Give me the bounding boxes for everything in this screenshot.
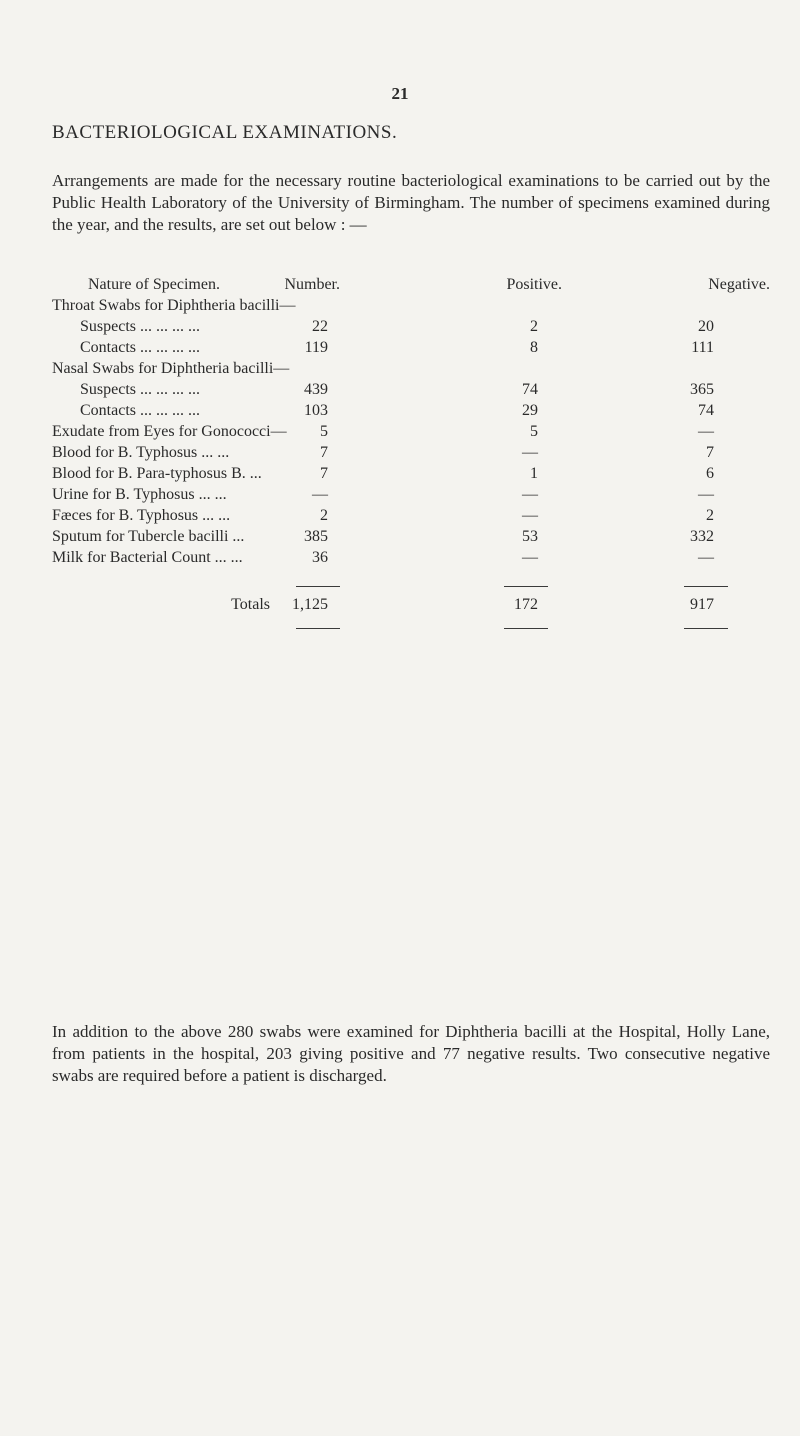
table-header-row	[52, 276, 770, 297]
row-negative: 2	[706, 507, 714, 524]
totals-number: 1,125	[292, 596, 328, 613]
table-row	[52, 381, 770, 402]
table-row	[52, 318, 770, 339]
row-label: Blood for B. Typhosus ... ...	[52, 444, 230, 461]
row-label: Suspects ... ... ... ...	[80, 381, 200, 398]
table-row	[52, 339, 770, 360]
row-label: Milk for Bacterial Count ... ...	[52, 549, 243, 566]
table-row	[52, 402, 770, 423]
intro-paragraph: Arrangements are made for the necessary routine bacteriological examinations to be carried out by the Public Health Laboratory of the University of Birmingham. The number of specimens examined during the year, and the results, are set out below : —	[52, 171, 770, 234]
row-positive: 29	[522, 402, 538, 419]
table-row	[52, 549, 770, 570]
row-negative: —	[698, 486, 714, 503]
row-negative: 6	[706, 465, 714, 482]
row-label: Sputum for Tubercle bacilli ...	[52, 528, 245, 545]
row-negative: 20	[698, 318, 714, 335]
row-number: —	[312, 486, 328, 503]
row-number: 385	[304, 528, 328, 545]
header-nature: Nature of Specimen.	[88, 276, 220, 293]
row-positive: 8	[530, 339, 538, 356]
row-label: Contacts ... ... ... ...	[80, 339, 200, 356]
header-negative: Negative.	[708, 276, 770, 293]
table-row	[52, 528, 770, 549]
row-negative: 74	[698, 402, 714, 419]
specimen-table	[52, 276, 770, 644]
row-number: 36	[312, 549, 328, 566]
section-heading: BACTERIOLOGICAL EXAMINATIONS.	[52, 122, 398, 143]
header-positive: Positive.	[506, 276, 562, 293]
row-number: 119	[304, 339, 328, 356]
table-row	[52, 360, 770, 381]
table-row	[52, 486, 770, 507]
row-number: 103	[304, 402, 328, 419]
row-number: 22	[312, 318, 328, 335]
row-negative: 365	[690, 381, 714, 398]
row-label: Blood for B. Para-typhosus B. ...	[52, 465, 262, 482]
table-row	[52, 444, 770, 465]
row-positive: —	[522, 549, 538, 566]
row-label: Urine for B. Typhosus ... ...	[52, 486, 227, 503]
page-number: 21	[391, 84, 409, 103]
row-positive: 5	[530, 423, 538, 440]
table-row	[52, 507, 770, 528]
row-negative: 332	[690, 528, 714, 545]
row-label: Contacts ... ... ... ...	[80, 402, 200, 419]
table-row	[52, 423, 770, 444]
row-label: Throat Swabs for Diphtheria bacilli—	[52, 297, 296, 314]
row-number: 439	[304, 381, 328, 398]
row-positive: 1	[530, 465, 538, 482]
row-label: Suspects ... ... ... ...	[80, 318, 200, 335]
row-positive: 2	[530, 318, 538, 335]
row-label: Exudate from Eyes for Gonococci—	[52, 423, 287, 440]
row-positive: 74	[522, 381, 538, 398]
row-number: 2	[320, 507, 328, 524]
row-positive: —	[522, 486, 538, 503]
closing-paragraph: In addition to the above 280 swabs were examined for Diphtheria bacilli at the Hospital, Holly Lane, from patients in the hospital, 203 giving positive and 77 negative results. Two consecutive negative swabs are required before a patient is discharged.	[52, 1022, 770, 1085]
totals-rule-bottom	[52, 618, 770, 644]
row-label: Fæces for B. Typhosus ... ...	[52, 507, 231, 524]
table-row	[52, 465, 770, 486]
row-number: 7	[320, 444, 328, 461]
totals-label: Totals	[231, 596, 270, 613]
row-negative: —	[698, 423, 714, 440]
totals-negative: 917	[690, 596, 714, 613]
row-positive: 53	[522, 528, 538, 545]
table-row	[52, 297, 770, 318]
row-negative: 111	[691, 339, 714, 356]
header-number: Number.	[284, 276, 340, 293]
row-label: Nasal Swabs for Diphtheria bacilli—	[52, 360, 290, 377]
totals-rule-top	[52, 570, 770, 596]
row-number: 5	[320, 423, 328, 440]
totals-positive: 172	[514, 596, 538, 613]
row-negative: —	[698, 549, 714, 566]
row-number: 7	[320, 465, 328, 482]
totals-row	[52, 596, 770, 618]
row-positive: —	[522, 507, 538, 524]
row-negative: 7	[706, 444, 714, 461]
table-body	[52, 297, 770, 570]
row-positive: —	[522, 444, 538, 461]
